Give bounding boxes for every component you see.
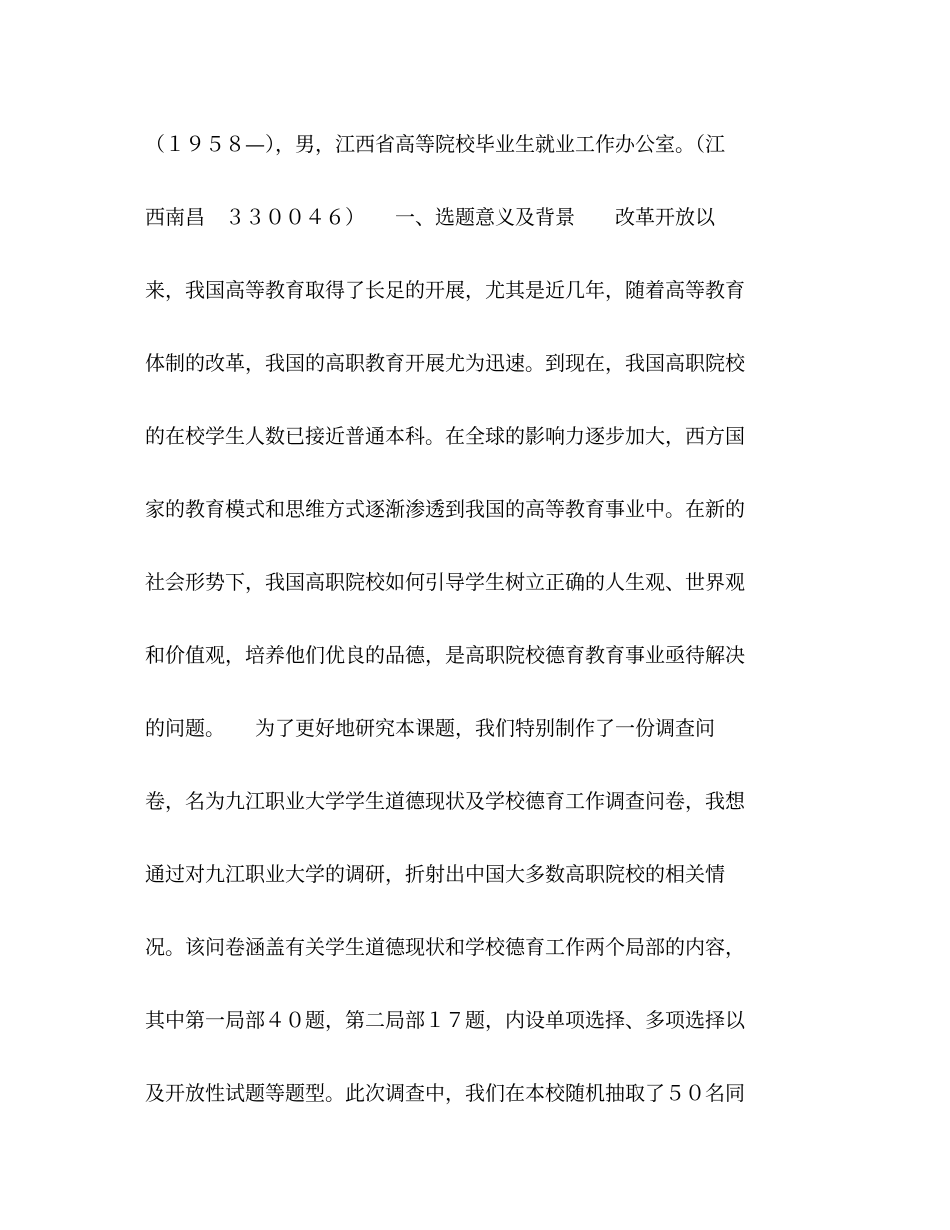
text-line-3: 来，我国高等教育取得了长足的开展，尤其是近几年，随着高等教育 bbox=[145, 278, 745, 302]
text-line-8: 和价值观，培养他们优良的品德，是高职院校德育教育事业亟待解决 bbox=[145, 643, 745, 667]
text-line-1: （１９５８—），男，江西省高等院校毕业生就业工作办公室。（江 bbox=[145, 132, 725, 156]
text-line-10: 卷，名为九江职业大学学生道德现状及学校德育工作调查问卷，我想 bbox=[145, 789, 745, 813]
text-line-2: 西南昌 ３３００４６） 一、选题意义及背景 改革开放以 bbox=[145, 205, 715, 229]
text-line-7: 社会形势下，我国高职院校如何引导学生树立正确的人生观、世界观 bbox=[145, 570, 745, 594]
text-line-4: 体制的改革，我国的高职教育开展尤为迅速。到现在，我国高职院校 bbox=[145, 351, 745, 375]
text-line-6: 家的教育模式和思维方式逐渐渗透到我国的高等教育事业中。在新的 bbox=[145, 497, 745, 521]
text-line-11: 通过对九江职业大学的调研，折射出中国大多数高职院校的相关情 bbox=[145, 862, 725, 886]
text-line-12: 况。该问卷涵盖有关学生道德现状和学校德育工作两个局部的内容， bbox=[145, 935, 745, 959]
text-line-5: 的在校学生人数已接近普通本科。在全球的影响力逐步加大，西方国 bbox=[145, 424, 745, 448]
text-line-9: 的问题。 为了更好地研究本课题，我们特别制作了一份调查问 bbox=[145, 716, 715, 740]
text-line-14: 及开放性试题等题型。此次调查中，我们在本校随机抽取了５０名同 bbox=[145, 1081, 745, 1105]
text-line-13: 其中第一局部４０题，第二局部１７题，内设单项选择、多项选择以 bbox=[145, 1008, 745, 1032]
